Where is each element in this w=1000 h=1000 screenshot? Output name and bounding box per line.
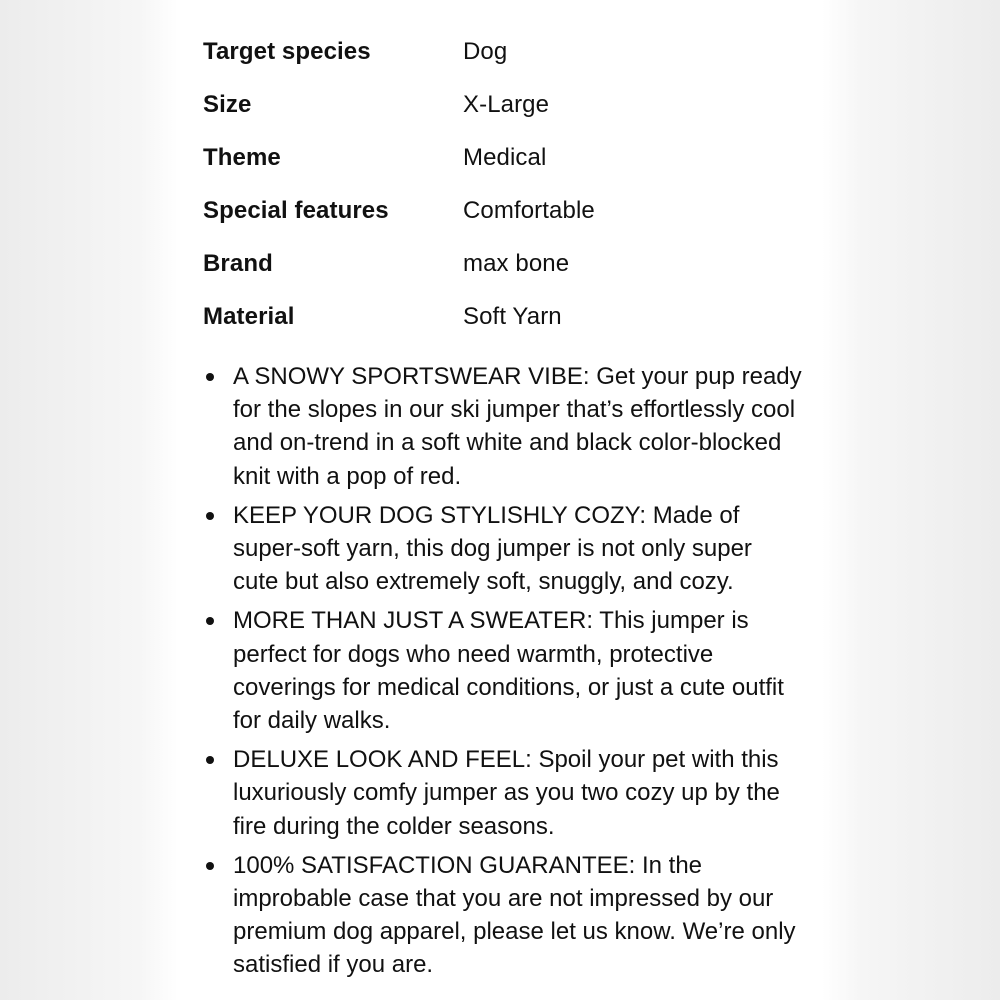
spec-value: Comfortable bbox=[463, 197, 595, 224]
feature-bullet-text: 100% SATISFACTION GUARANTEE: In the improbable case that you are not impressed by our premium dog apparel, please let us know. We’re only satisfied if you are. bbox=[233, 851, 796, 979]
bullet-dot-icon bbox=[206, 373, 214, 381]
product-spec-table bbox=[203, 27, 803, 345]
feature-bullet bbox=[203, 604, 803, 737]
feature-bullet bbox=[203, 499, 803, 599]
spec-value: max bone bbox=[463, 250, 570, 277]
bullet-dot-icon bbox=[206, 617, 214, 625]
spec-row-theme bbox=[203, 133, 803, 186]
spec-row-special-features bbox=[203, 186, 803, 239]
spec-row-material bbox=[203, 292, 803, 345]
spec-row-brand bbox=[203, 239, 803, 292]
spec-key: Material bbox=[203, 303, 295, 330]
spec-key: Size bbox=[203, 91, 252, 118]
spec-value: Medical bbox=[463, 144, 547, 171]
feature-bullet-text: A SNOWY SPORTSWEAR VIBE: Get your pup ready for the slopes in our ski jumper that’s effortlessly cool and on-trend in a soft white and black color-blocked knit with a pop of red. bbox=[233, 363, 802, 490]
feature-bullet bbox=[203, 360, 803, 493]
bullet-dot-icon bbox=[206, 512, 214, 520]
spec-key: Brand bbox=[203, 250, 273, 277]
feature-bullet-list bbox=[203, 360, 803, 988]
feature-bullet-text: KEEP YOUR DOG STYLISHLY COZY: Made of super-soft yarn, this dog jumper is not only super cute but also extremely soft, snuggly, and cozy. bbox=[233, 501, 752, 596]
spec-key: Target species bbox=[203, 38, 371, 65]
spec-value: Soft Yarn bbox=[463, 303, 562, 330]
spec-value: Dog bbox=[463, 38, 508, 65]
bullet-dot-icon bbox=[206, 862, 214, 870]
feature-bullet-text: MORE THAN JUST A SWEATER: This jumper is perfect for dogs who need warmth, protective coverings for medical conditions, or just a cute outfit for daily walks. bbox=[233, 607, 784, 735]
spec-key: Theme bbox=[203, 144, 281, 171]
spec-row-size bbox=[203, 80, 803, 133]
bullet-dot-icon bbox=[206, 756, 214, 764]
product-details-panel bbox=[178, 0, 822, 1000]
feature-bullet bbox=[203, 743, 803, 843]
spec-row-target-species bbox=[203, 27, 803, 80]
feature-bullet-text: DELUXE LOOK AND FEEL: Spoil your pet with this luxuriously comfy jumper as you two cozy up by the fire during the colder seasons. bbox=[233, 746, 780, 840]
spec-key: Special features bbox=[203, 197, 389, 224]
spec-value: X-Large bbox=[463, 91, 550, 118]
feature-bullet bbox=[203, 849, 803, 982]
